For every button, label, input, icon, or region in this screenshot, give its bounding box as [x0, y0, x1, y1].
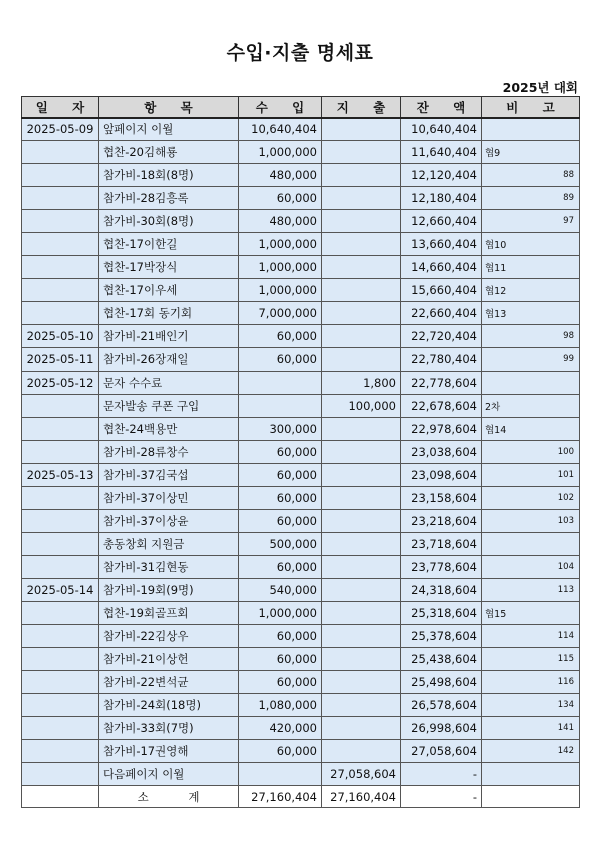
row-income: 60,000 — [239, 187, 322, 210]
row-note — [482, 233, 580, 256]
row-item: 참가비-21이상헌 — [99, 648, 239, 671]
row-income: 1,000,000 — [239, 279, 322, 302]
row-note-seq: 101 — [557, 469, 574, 480]
row-date — [22, 279, 99, 302]
row-note — [482, 509, 580, 532]
table-row — [22, 348, 580, 371]
row-income: 60,000 — [239, 509, 322, 532]
row-date — [22, 187, 99, 210]
row-note — [482, 740, 580, 763]
row-note — [482, 625, 580, 648]
row-note-tag: 협12 — [485, 286, 507, 298]
table-row — [22, 233, 580, 256]
table-row — [22, 187, 580, 210]
row-item: 문자 수수료 — [99, 371, 239, 394]
row-income: 540,000 — [239, 578, 322, 601]
row-income: 1,080,000 — [239, 694, 322, 717]
row-balance: 12,660,404 — [401, 210, 482, 233]
row-note — [482, 532, 580, 555]
table-row — [22, 694, 580, 717]
carry-forward-note — [482, 763, 580, 786]
table-row — [22, 210, 580, 233]
row-date: 2025-05-13 — [22, 463, 99, 486]
table-row — [22, 486, 580, 509]
row-note-seq: 114 — [557, 631, 574, 642]
row-item: 총동창회 지원금 — [99, 532, 239, 555]
row-income: 1,000,000 — [239, 256, 322, 279]
row-note — [482, 486, 580, 509]
row-note — [482, 187, 580, 210]
row-balance: 22,780,404 — [401, 348, 482, 371]
row-item: 앞페이지 이월 — [99, 118, 239, 141]
row-note-seq: 99 — [563, 354, 574, 365]
row-item: 협찬-24백용만 — [99, 417, 239, 440]
table-row — [22, 417, 580, 440]
row-item: 참가비-37이상민 — [99, 486, 239, 509]
row-date — [22, 532, 99, 555]
row-item: 참가비-24회(18명) — [99, 694, 239, 717]
row-note-seq: 104 — [557, 561, 574, 572]
row-expense — [322, 164, 401, 187]
row-note-seq: 115 — [557, 654, 574, 665]
document-subtitle: 2025년 대회 — [502, 80, 578, 95]
row-balance: 23,158,604 — [401, 486, 482, 509]
table-row — [22, 648, 580, 671]
row-note — [482, 325, 580, 348]
row-income: 60,000 — [239, 671, 322, 694]
table-row — [22, 279, 580, 302]
row-expense — [322, 233, 401, 256]
row-income: 10,640,404 — [239, 118, 322, 141]
table-row — [22, 509, 580, 532]
row-income: 7,000,000 — [239, 302, 322, 325]
table-row — [22, 164, 580, 187]
row-expense — [322, 578, 401, 601]
row-date — [22, 440, 99, 463]
row-note — [482, 394, 580, 417]
table-row — [22, 371, 580, 394]
row-item: 협찬-17회 동기회 — [99, 302, 239, 325]
table-row — [22, 463, 580, 486]
row-expense — [322, 740, 401, 763]
table-row — [22, 394, 580, 417]
row-item: 참가비-37김국섭 — [99, 463, 239, 486]
row-note — [482, 256, 580, 279]
row-note — [482, 671, 580, 694]
table-row — [22, 555, 580, 578]
row-item: 참가비-33회(7명) — [99, 717, 239, 740]
row-date: 2025-05-14 — [22, 578, 99, 601]
document-title: 수입·지출 명세표 — [226, 42, 374, 64]
row-expense — [322, 417, 401, 440]
row-expense — [322, 141, 401, 164]
row-date: 2025-05-11 — [22, 348, 99, 371]
row-income: 60,000 — [239, 325, 322, 348]
row-expense: 100,000 — [322, 394, 401, 417]
row-expense — [322, 279, 401, 302]
table-row — [22, 256, 580, 279]
row-balance: 22,978,604 — [401, 417, 482, 440]
row-balance: 27,058,604 — [401, 740, 482, 763]
row-note — [482, 118, 580, 141]
row-balance: 25,438,604 — [401, 648, 482, 671]
table-row — [22, 671, 580, 694]
table-row — [22, 118, 580, 141]
row-note-tag: 협13 — [485, 309, 507, 321]
row-item: 참가비-37이상윤 — [99, 509, 239, 532]
row-balance: 14,660,404 — [401, 256, 482, 279]
table-row — [22, 740, 580, 763]
row-date — [22, 233, 99, 256]
row-item: 참가비-21배인기 — [99, 325, 239, 348]
row-note-seq: 113 — [557, 584, 574, 595]
row-income: 420,000 — [239, 717, 322, 740]
row-note-seq: 116 — [557, 677, 574, 688]
row-balance: 23,718,604 — [401, 532, 482, 555]
carry-forward-income — [239, 763, 322, 786]
row-date — [22, 740, 99, 763]
header-income: 수 입 — [239, 97, 322, 118]
row-expense — [322, 694, 401, 717]
row-date — [22, 648, 99, 671]
row-balance: 11,640,404 — [401, 141, 482, 164]
row-date — [22, 141, 99, 164]
row-income: 1,000,000 — [239, 601, 322, 624]
row-note-tag: 협11 — [485, 263, 507, 275]
row-expense — [322, 302, 401, 325]
row-balance: 12,180,404 — [401, 187, 482, 210]
row-date — [22, 302, 99, 325]
row-balance: 25,498,604 — [401, 671, 482, 694]
table-row — [22, 325, 580, 348]
carry-forward-date — [22, 763, 99, 786]
row-income: 60,000 — [239, 555, 322, 578]
row-date — [22, 555, 99, 578]
row-item: 협찬-17박장식 — [99, 256, 239, 279]
carry-forward-row — [22, 763, 580, 786]
row-date — [22, 417, 99, 440]
row-item: 참가비-28류창수 — [99, 440, 239, 463]
subtotal-balance: - — [401, 786, 482, 808]
subtotal-note — [482, 786, 580, 808]
row-balance: 22,678,604 — [401, 394, 482, 417]
row-note — [482, 348, 580, 371]
row-balance: 24,318,604 — [401, 578, 482, 601]
row-note — [482, 578, 580, 601]
row-item: 참가비-26장재일 — [99, 348, 239, 371]
row-balance: 26,998,604 — [401, 717, 482, 740]
ledger-body — [22, 118, 580, 763]
row-date — [22, 486, 99, 509]
row-note-seq: 100 — [557, 446, 574, 457]
row-note — [482, 164, 580, 187]
row-note-seq: 102 — [557, 492, 574, 503]
table-row — [22, 578, 580, 601]
row-expense — [322, 625, 401, 648]
row-item: 참가비-22변석균 — [99, 671, 239, 694]
row-income: 480,000 — [239, 164, 322, 187]
row-balance: 15,660,404 — [401, 279, 482, 302]
row-item: 참가비-28김흥록 — [99, 187, 239, 210]
carry-forward-expense: 27,058,604 — [322, 763, 401, 786]
row-income: 1,000,000 — [239, 233, 322, 256]
header-row — [22, 97, 580, 118]
row-date — [22, 509, 99, 532]
row-income: 60,000 — [239, 486, 322, 509]
row-balance: 23,038,604 — [401, 440, 482, 463]
row-note — [482, 440, 580, 463]
row-item: 참가비-22김상우 — [99, 625, 239, 648]
row-item: 참가비-18회(8명) — [99, 164, 239, 187]
row-date — [22, 625, 99, 648]
row-balance: 25,318,604 — [401, 601, 482, 624]
row-expense — [322, 118, 401, 141]
header-expense: 지 출 — [322, 97, 401, 118]
row-note-tag: 협15 — [485, 609, 507, 620]
row-note — [482, 601, 580, 624]
table-row — [22, 532, 580, 555]
header-date: 일 자 — [22, 97, 99, 118]
row-note-seq: 134 — [557, 700, 574, 711]
row-income — [239, 394, 322, 417]
row-note — [482, 463, 580, 486]
row-balance: 22,660,404 — [401, 302, 482, 325]
row-note — [482, 417, 580, 440]
header-item: 항 목 — [99, 97, 239, 118]
row-expense — [322, 440, 401, 463]
row-date — [22, 601, 99, 624]
ledger-table — [21, 96, 580, 808]
row-note-seq: 141 — [557, 723, 574, 734]
row-date — [22, 210, 99, 233]
row-expense — [322, 187, 401, 210]
row-expense — [322, 486, 401, 509]
row-note-tag: 협10 — [485, 240, 507, 252]
row-note-tag: 협9 — [485, 148, 501, 160]
row-note-seq: 98 — [563, 331, 574, 342]
carry-forward-balance: - — [401, 763, 482, 786]
row-income: 60,000 — [239, 648, 322, 671]
row-item: 협찬-20김해룡 — [99, 141, 239, 164]
row-note-tag: 2차 — [485, 401, 501, 413]
row-note — [482, 302, 580, 325]
row-date — [22, 694, 99, 717]
row-income: 500,000 — [239, 532, 322, 555]
row-balance: 22,720,404 — [401, 325, 482, 348]
subtotal-date — [22, 786, 99, 808]
row-balance: 23,098,604 — [401, 463, 482, 486]
row-note — [482, 648, 580, 671]
row-date — [22, 394, 99, 417]
row-note — [482, 279, 580, 302]
row-income: 60,000 — [239, 440, 322, 463]
row-balance: 25,378,604 — [401, 625, 482, 648]
row-balance: 23,218,604 — [401, 509, 482, 532]
row-note-seq: 142 — [557, 746, 574, 757]
row-expense — [322, 555, 401, 578]
row-item: 협찬-17이한길 — [99, 233, 239, 256]
row-date — [22, 717, 99, 740]
row-expense — [322, 532, 401, 555]
row-item: 참가비-19회(9명) — [99, 578, 239, 601]
header-balance: 잔 액 — [401, 97, 482, 118]
row-item: 참가비-17권영해 — [99, 740, 239, 763]
row-note — [482, 141, 580, 164]
row-item: 참가비-30회(8명) — [99, 210, 239, 233]
row-expense — [322, 256, 401, 279]
row-date — [22, 256, 99, 279]
row-note-seq: 89 — [563, 193, 574, 204]
table-row — [22, 302, 580, 325]
row-item: 문자발송 쿠폰 구입 — [99, 394, 239, 417]
row-note — [482, 717, 580, 740]
row-income: 1,000,000 — [239, 141, 322, 164]
row-date — [22, 671, 99, 694]
row-note — [482, 694, 580, 717]
row-expense — [322, 509, 401, 532]
subtotal-row — [22, 786, 580, 808]
row-expense — [322, 463, 401, 486]
row-note-seq: 103 — [557, 515, 574, 526]
row-balance: 13,660,404 — [401, 233, 482, 256]
table-row — [22, 717, 580, 740]
row-expense — [322, 210, 401, 233]
row-income: 60,000 — [239, 625, 322, 648]
row-note-tag: 협14 — [485, 424, 507, 436]
row-date — [22, 164, 99, 187]
row-note — [482, 555, 580, 578]
row-date: 2025-05-10 — [22, 325, 99, 348]
row-item: 참가비-31김현동 — [99, 555, 239, 578]
table-row — [22, 141, 580, 164]
row-income: 60,000 — [239, 348, 322, 371]
row-balance: 12,120,404 — [401, 164, 482, 187]
subtotal-label: 소 계 — [99, 786, 239, 808]
header-note: 비 고 — [482, 97, 580, 118]
row-balance: 10,640,404 — [401, 118, 482, 141]
row-note — [482, 371, 580, 394]
row-expense — [322, 717, 401, 740]
row-income — [239, 371, 322, 394]
table-row — [22, 440, 580, 463]
row-date: 2025-05-12 — [22, 371, 99, 394]
row-expense — [322, 601, 401, 624]
row-item: 협찬-17이우세 — [99, 279, 239, 302]
table-row — [22, 625, 580, 648]
row-balance: 23,778,604 — [401, 555, 482, 578]
row-note — [482, 210, 580, 233]
row-expense — [322, 348, 401, 371]
row-income: 300,000 — [239, 417, 322, 440]
row-expense — [322, 648, 401, 671]
subtotal-income: 27,160,404 — [239, 786, 322, 808]
row-expense — [322, 671, 401, 694]
row-date: 2025-05-09 — [22, 118, 99, 141]
row-balance: 22,778,604 — [401, 371, 482, 394]
subtotal-expense: 27,160,404 — [322, 786, 401, 808]
row-expense — [322, 325, 401, 348]
row-note-seq: 97 — [563, 216, 574, 227]
row-expense: 1,800 — [322, 371, 401, 394]
row-income: 60,000 — [239, 463, 322, 486]
row-note-seq: 88 — [563, 170, 574, 181]
carry-forward-label: 다음페이지 이월 — [99, 763, 239, 786]
row-item: 협찬-19회골프회 — [99, 601, 239, 624]
row-income: 480,000 — [239, 210, 322, 233]
row-balance: 26,578,604 — [401, 694, 482, 717]
row-income: 60,000 — [239, 740, 322, 763]
table-row — [22, 601, 580, 624]
